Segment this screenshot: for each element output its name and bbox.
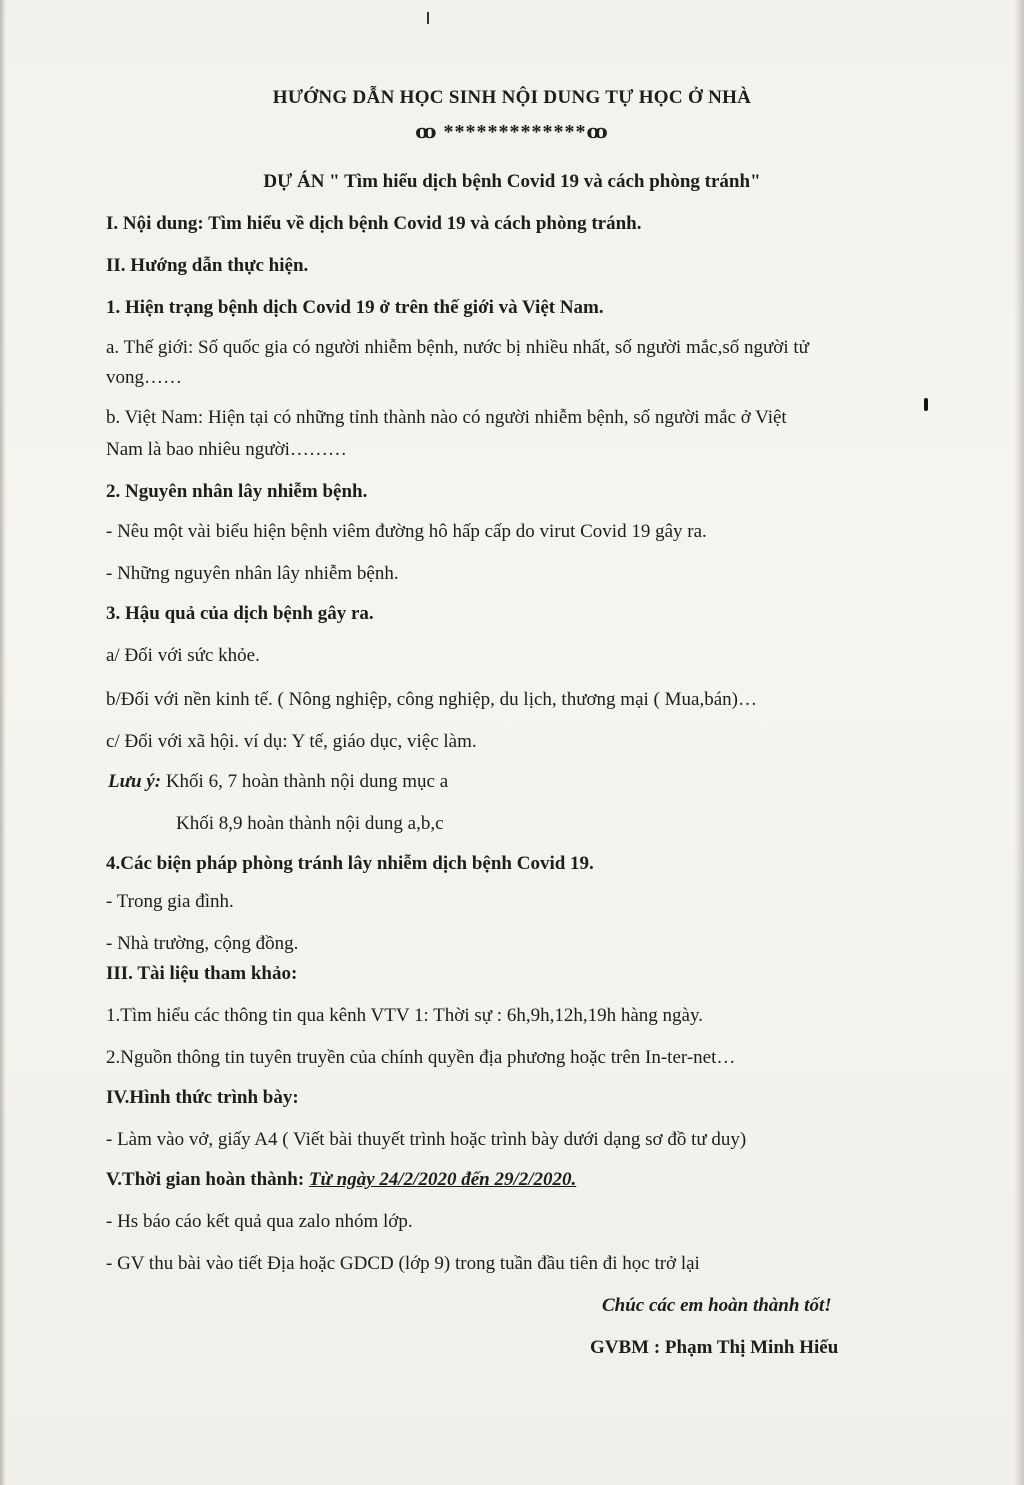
part-3-b: b/Đối với nền kinh tế. ( Nông nghiệp, công nghiệp, du lịch, thương mại ( Mua,bán)…	[106, 689, 757, 710]
title-ornament: ꝏ *************ꝏ	[415, 121, 609, 143]
page-edge-shadow	[0, 0, 6, 1485]
part-4-item1: - Trong gia đình.	[106, 891, 234, 912]
section-1-heading: I. Nội dung: Tìm hiểu về dịch bệnh Covid 19 và cách phòng tránh.	[106, 213, 642, 234]
note-text-1: Khối 6, 7 hoàn thành nội dung mục a	[165, 771, 449, 792]
closing-wish: Chúc các em hoàn thành tốt!	[602, 1295, 832, 1316]
note-line1	[108, 770, 448, 794]
project-title: DỰ ÁN " Tìm hiểu dịch bệnh Covid 19 và cách phòng tránh"	[263, 171, 761, 192]
page-edge-shadow	[1014, 0, 1024, 1485]
deadline-label: V.Thời gian hoàn thành:	[106, 1169, 305, 1190]
ink-tick-mark	[427, 12, 429, 24]
part-4-heading: 4.Các biện pháp phòng tránh lây nhiễm dịch bệnh Covid 19.	[106, 853, 594, 874]
section-5-item2: - GV thu bài vào tiết Địa hoặc GDCD (lớp 9) trong tuần đầu tiên đi học trở lại	[106, 1253, 700, 1274]
part-1-b-line1: b. Việt Nam: Hiện tại có những tỉnh thành nào có người nhiễm bệnh, số người mắc ở Việt	[106, 407, 787, 428]
document-title: HƯỚNG DẪN HỌC SINH NỘI DUNG TỰ HỌC Ở NHÀ	[272, 87, 752, 108]
section-2-heading: II. Hướng dẫn thực hiện.	[106, 255, 309, 276]
part-2-item1: - Nêu một vài biểu hiện bệnh viêm đường hô hấp cấp do virut Covid 19 gây ra.	[106, 521, 707, 542]
part-4-item2: - Nhà trường, cộng đồng.	[106, 933, 299, 954]
part-1-a-line2: vong……	[106, 367, 182, 388]
note-line2: Khối 8,9 hoàn thành nội dung a,b,c	[176, 813, 444, 834]
section-3-item1: 1.Tìm hiểu các thông tin qua kênh VTV 1: Thời sự : 6h,9h,12h,19h hàng ngày.	[106, 1005, 703, 1026]
part-3-a: a/ Đối với sức khỏe.	[106, 645, 260, 666]
teacher-signature: GVBM : Phạm Thị Minh Hiếu	[590, 1337, 839, 1358]
part-2-heading: 2. Nguyên nhân lây nhiễm bệnh.	[106, 481, 368, 502]
part-1-b-line2: Nam là bao nhiêu người………	[106, 439, 347, 460]
part-3-heading: 3. Hậu quả của dịch bệnh gây ra.	[106, 603, 374, 624]
part-2-item2: - Những nguyên nhân lây nhiễm bệnh.	[106, 563, 399, 584]
section-3-item2: 2.Nguồn thông tin tuyên truyền của chính quyền địa phương hoặc trên In-ter-net…	[106, 1047, 736, 1068]
deadline-date: Từ ngày 24/2/2020 đến 29/2/2020.	[308, 1169, 577, 1190]
section-3-heading: III. Tài liệu tham khảo:	[106, 963, 298, 984]
section-5-heading	[106, 1168, 576, 1192]
part-1-a-line1: a. Thế giới: Số quốc gia có người nhiễm bệnh, nước bị nhiều nhất, số người mắc,số người tử	[106, 337, 809, 358]
note-label: Lưu ý:	[108, 771, 162, 792]
part-3-c: c/ Đối với xã hội. ví dụ: Y tế, giáo dục, việc làm.	[106, 731, 477, 752]
ink-mark	[924, 398, 928, 411]
section-5-item1: - Hs báo cáo kết quả qua zalo nhóm lớp.	[106, 1211, 413, 1232]
part-1-heading: 1. Hiện trạng bệnh dịch Covid 19 ở trên thế giới và Việt Nam.	[106, 297, 604, 318]
section-4-item1: - Làm vào vở, giấy A4 ( Viết bài thuyết trình hoặc trình bày dưới dạng sơ đồ tư duy)	[106, 1129, 747, 1150]
section-4-heading: IV.Hình thức trình bày:	[106, 1087, 299, 1108]
